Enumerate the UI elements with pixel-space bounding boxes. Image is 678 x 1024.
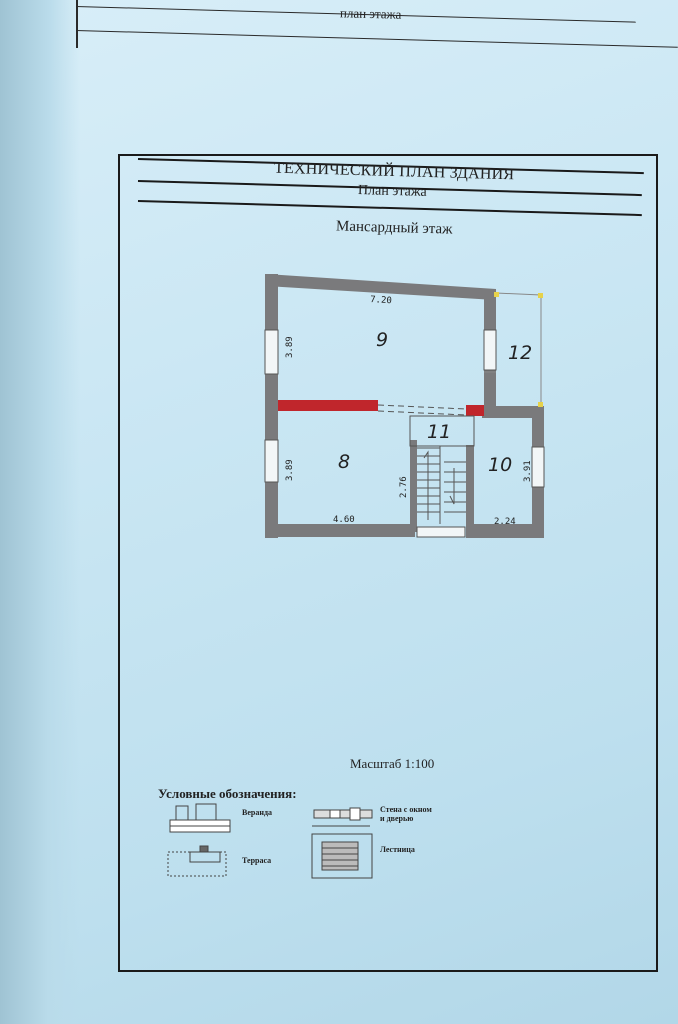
- floor-name: Мансардный этаж: [335, 218, 453, 238]
- room-number: 12: [508, 342, 533, 364]
- red-wall: [466, 405, 484, 416]
- stair-symbol: [312, 834, 372, 878]
- veranda-symbol: [170, 804, 230, 832]
- legend-label-veranda: Веранда: [242, 808, 272, 817]
- opening-line: [378, 405, 466, 409]
- terrace-symbol: [168, 846, 226, 876]
- dimension-label: 2.24: [494, 517, 516, 527]
- dimension-label: 3.89: [285, 336, 295, 358]
- wall: [410, 440, 417, 532]
- wall: [265, 524, 415, 537]
- dimension-label: 3.91: [523, 460, 533, 482]
- window: [417, 527, 465, 537]
- dimension-label: 4.60: [333, 515, 355, 525]
- wall: [466, 445, 474, 531]
- legend-label-terrace: Терраса: [242, 856, 272, 865]
- document-title: ТЕХНИЧЕСКИЙ ПЛАН ЗДАНИЯ: [273, 159, 515, 184]
- opening-line: [378, 411, 466, 415]
- window: [484, 330, 496, 370]
- dimension-label: 7.20: [369, 295, 393, 307]
- window: [265, 440, 278, 482]
- page-caption: план этажа: [339, 5, 402, 22]
- room-number: 9: [376, 329, 389, 351]
- document-subtitle: План этажа: [357, 183, 427, 200]
- room-number: 11: [427, 421, 452, 443]
- windows: [265, 330, 544, 537]
- legend-label-stair: Лестница: [380, 845, 415, 854]
- room-number: 8: [338, 451, 351, 473]
- window: [532, 447, 544, 487]
- wall-window-door-symbol: [312, 808, 372, 826]
- wall: [265, 274, 278, 538]
- red-wall: [278, 400, 378, 411]
- dimension-label: 3.89: [285, 459, 295, 481]
- dimension-label: 2.76: [399, 476, 409, 498]
- scale-label: Масштаб 1:100: [350, 756, 435, 771]
- legend-title: Условные обозначения:: [158, 786, 297, 801]
- stair-steps: [417, 446, 466, 524]
- room-number: 10: [488, 454, 513, 476]
- wall: [482, 406, 544, 418]
- window: [265, 330, 278, 374]
- legend-label-wall: Стена с окном и дверью: [380, 805, 432, 823]
